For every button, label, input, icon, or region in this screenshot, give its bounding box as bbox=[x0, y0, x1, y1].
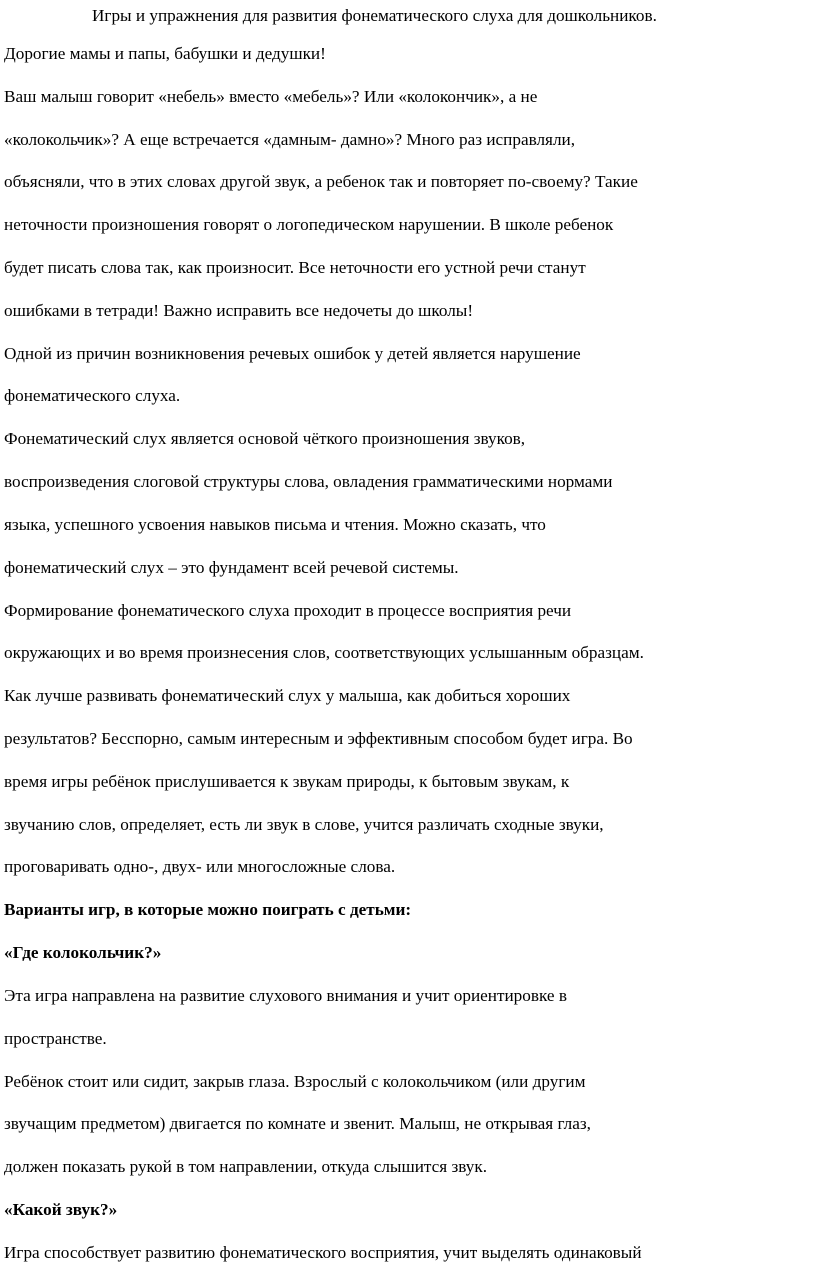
intro-line: объясняли, что в этих словах другой звук, а ребенок так и повторяет по-своему? Такие bbox=[4, 172, 638, 191]
game-title: «Где колокольчик?» bbox=[4, 943, 162, 962]
game-purpose-line: Эта игра направлена на развитие слухового внимания и учит ориентировке в bbox=[4, 986, 567, 1005]
intro-line: Ваш малыш говорит «небель» вместо «мебель»? Или «колокончик», а не bbox=[4, 87, 538, 106]
game-rules-line: должен показать рукой в том направлении, откуда слышится звук. bbox=[4, 1157, 488, 1176]
formation-line: Формирование фонематического слуха проходит в процессе восприятия речи bbox=[4, 601, 572, 620]
method-line: проговаривать одно-, двух- или многосложные слова. bbox=[4, 857, 396, 876]
intro-line: «колокольчик»? А еще встречается «дамным- дамно»? Много раз исправляли, bbox=[4, 130, 576, 149]
intro-line: неточности произношения говорят о логопедическом нарушении. В школе ребенок bbox=[4, 215, 614, 234]
method-line: время игры ребёнок прислушивается к звукам природы, к бытовым звукам, к bbox=[4, 772, 570, 791]
greeting-line: Дорогие мамы и папы, бабушки и дедушки! bbox=[4, 44, 326, 63]
cause-line: фонематического слуха. bbox=[4, 386, 181, 405]
definition-line: языка, успешного усвоения навыков письма и чтения. Можно сказать, что bbox=[4, 515, 546, 534]
method-line: звучанию слов, определяет, есть ли звук в слове, учится различать сходные звуки, bbox=[4, 815, 604, 834]
games-heading: Варианты игр, в которые можно поиграть с детьми: bbox=[4, 900, 412, 919]
intro-line: будет писать слова так, как произносит. Все неточности его устной речи станут bbox=[4, 258, 586, 277]
document-title: Игры и упражнения для развития фонематического слуха для дошкольников. bbox=[92, 6, 657, 25]
method-line: Как лучше развивать фонематический слух у малыша, как добиться хороших bbox=[4, 686, 571, 705]
game-purpose-line: пространстве. bbox=[4, 1029, 107, 1048]
game-rules-line: звучащим предметом) двигается по комнате и звенит. Малыш, не открывая глаз, bbox=[4, 1114, 591, 1133]
game-title: «Какой звук?» bbox=[4, 1200, 118, 1219]
method-line: результатов? Бесспорно, самым интересным и эффективным способом будет игра. Во bbox=[4, 729, 633, 748]
definition-line: фонематический слух – это фундамент всей речевой системы. bbox=[4, 558, 459, 577]
formation-line: окружающих и во время произнесения слов, соответствующих услышанным образцам. bbox=[4, 643, 644, 662]
game-rules-line: Ребёнок стоит или сидит, закрыв глаза. Взрослый с колокольчиком (или другим bbox=[4, 1072, 586, 1091]
cause-line: Одной из причин возникновения речевых ошибок у детей является нарушение bbox=[4, 344, 581, 363]
game-purpose-line: Игра способствует развитию фонематического восприятия, учит выделять одинаковый bbox=[4, 1243, 642, 1262]
definition-line: воспроизведения слоговой структуры слова, овладения грамматическими нормами bbox=[4, 472, 613, 491]
intro-line: ошибками в тетради! Важно исправить все недочеты до школы! bbox=[4, 301, 474, 320]
definition-line: Фонематический слух является основой чёткого произношения звуков, bbox=[4, 429, 526, 448]
